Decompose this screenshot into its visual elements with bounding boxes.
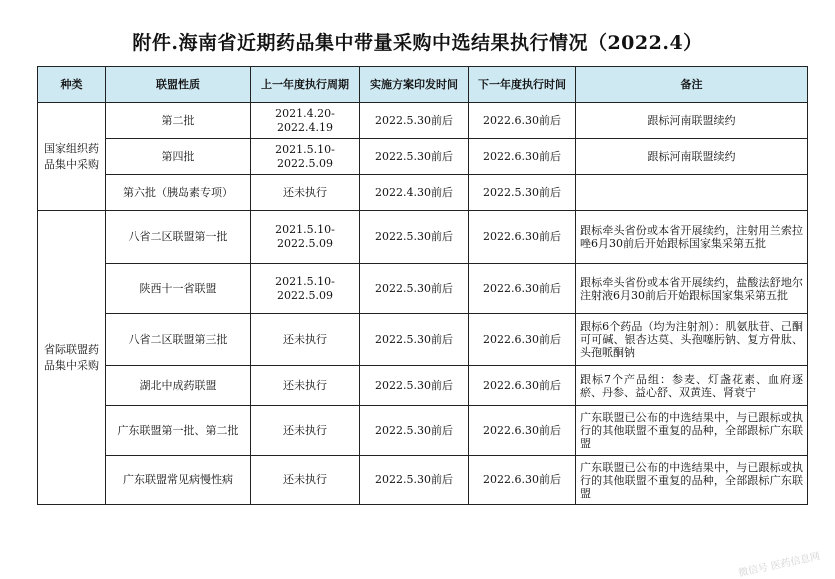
next-time-cell: 2022.5.30前后 xyxy=(469,175,576,211)
table-row xyxy=(38,211,808,264)
prev-period-cell: 还未执行 xyxy=(251,314,360,366)
alliance-cell: 陕西十一省联盟 xyxy=(106,264,251,314)
issue-time-cell: 2022.5.30前后 xyxy=(360,366,469,406)
category-cell: 省际联盟药品集中采购 xyxy=(38,211,106,505)
note-cell: 跟标牵头省份或本省开展续约，盐酸法舒地尔注射液6月30前后开始跟标国家集采第五批 xyxy=(576,264,808,314)
header-category: 种类 xyxy=(38,67,106,103)
header-prev-period: 上一年度执行周期 xyxy=(251,67,360,103)
issue-time-cell: 2022.4.30前后 xyxy=(360,175,469,211)
issue-time-cell: 2022.5.30前后 xyxy=(360,314,469,366)
category-cell: 国家组织药品集中采购 xyxy=(38,103,106,211)
watermark: 微信号 医药信息网 xyxy=(737,551,821,579)
header-alliance: 联盟性质 xyxy=(106,67,251,103)
next-time-cell: 2022.6.30前后 xyxy=(469,366,576,406)
prev-period-cell: 2021.4.20-2022.4.19 xyxy=(251,103,360,139)
alliance-cell: 八省二区联盟第一批 xyxy=(106,211,251,264)
alliance-cell: 第四批 xyxy=(106,139,251,175)
note-cell: 跟标河南联盟续约 xyxy=(576,103,808,139)
issue-time-cell: 2022.5.30前后 xyxy=(360,139,469,175)
note-cell: 广东联盟已公布的中选结果中，与已跟标或执行的其他联盟不重复的品种，全部跟标广东联盟 xyxy=(576,456,808,505)
alliance-cell: 第二批 xyxy=(106,103,251,139)
issue-time-cell: 2022.5.30前后 xyxy=(360,264,469,314)
header-note: 备注 xyxy=(576,67,808,103)
prev-period-cell: 还未执行 xyxy=(251,175,360,211)
table-row xyxy=(38,103,808,139)
alliance-cell: 湖北中成药联盟 xyxy=(106,366,251,406)
note-cell: 广东联盟已公布的中选结果中，与已跟标或执行的其他联盟不重复的品种，全部跟标广东联盟 xyxy=(576,406,808,456)
table-row xyxy=(38,314,808,366)
alliance-cell: 广东联盟常见病慢性病 xyxy=(106,456,251,505)
table-row xyxy=(38,175,808,211)
note-cell: 跟标7个产品组：参麦、灯盏花素、血府逐瘀、丹参、益心舒、双黄连、肾衰宁 xyxy=(576,366,808,406)
table-row xyxy=(38,139,808,175)
prev-period-cell: 还未执行 xyxy=(251,406,360,456)
note-cell xyxy=(576,175,808,211)
next-time-cell: 2022.6.30前后 xyxy=(469,103,576,139)
table-row xyxy=(38,406,808,456)
alliance-cell: 广东联盟第一批、第二批 xyxy=(106,406,251,456)
note-cell: 跟标河南联盟续约 xyxy=(576,139,808,175)
issue-time-cell: 2022.5.30前后 xyxy=(360,456,469,505)
prev-period-cell: 还未执行 xyxy=(251,366,360,406)
prev-period-cell: 2021.5.10-2022.5.09 xyxy=(251,264,360,314)
next-time-cell: 2022.6.30前后 xyxy=(469,406,576,456)
prev-period-cell: 2021.5.10-2022.5.09 xyxy=(251,139,360,175)
table-row xyxy=(38,264,808,314)
next-time-cell: 2022.6.30前后 xyxy=(469,314,576,366)
next-time-cell: 2022.6.30前后 xyxy=(469,139,576,175)
page-title: 附件.海南省近期药品集中带量采购中选结果执行情况（2022.4） xyxy=(132,32,703,54)
procurement-table xyxy=(37,66,808,505)
issue-time-cell: 2022.5.30前后 xyxy=(360,103,469,139)
alliance-cell: 第六批（胰岛素专项） xyxy=(106,175,251,211)
table-row xyxy=(38,456,808,505)
note-cell: 跟标牵头省份或本省开展续约，注射用兰索拉唑6月30前后开始跟标国家集采第五批 xyxy=(576,211,808,264)
alliance-cell: 八省二区联盟第三批 xyxy=(106,314,251,366)
next-time-cell: 2022.6.30前后 xyxy=(469,264,576,314)
prev-period-cell: 还未执行 xyxy=(251,456,360,505)
issue-time-cell: 2022.5.30前后 xyxy=(360,211,469,264)
header-next-time: 下一年度执行时间 xyxy=(469,67,576,103)
table-row xyxy=(38,366,808,406)
header-row xyxy=(38,67,808,103)
note-cell: 跟标6个药品（均为注射剂）：肌氨肽苷、己酮可可碱、银杏达莫、头孢噻肟钠、复方骨肽、头孢哌酮钠 xyxy=(576,314,808,366)
next-time-cell: 2022.6.30前后 xyxy=(469,211,576,264)
issue-time-cell: 2022.5.30前后 xyxy=(360,406,469,456)
next-time-cell: 2022.6.30前后 xyxy=(469,456,576,505)
header-issue-time: 实施方案印发时间 xyxy=(360,67,469,103)
prev-period-cell: 2021.5.10-2022.5.09 xyxy=(251,211,360,264)
